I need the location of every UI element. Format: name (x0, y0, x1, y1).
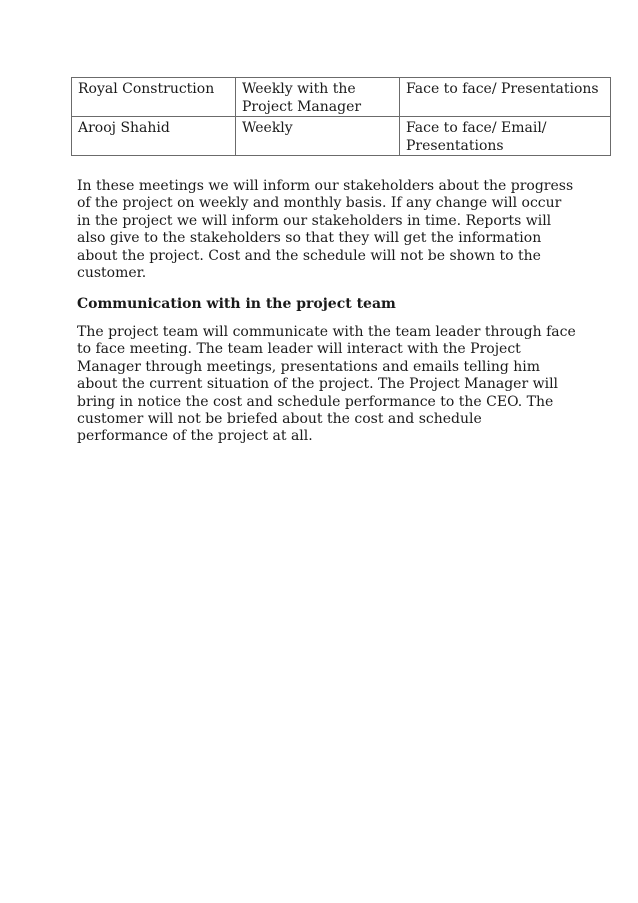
table-cell-stakeholder: Arooj Shahid (72, 117, 236, 156)
table-cell-method: Face to face/ Email/ Presentations (400, 117, 611, 156)
section-heading: Communication with in the project team (77, 296, 396, 312)
table-cell-method: Face to face/ Presentations (400, 78, 611, 117)
stakeholder-communication-table (71, 77, 611, 156)
paragraph-stakeholder-meetings: In these meetings we will inform our stakeholders about the progress of the project on weekly and monthly basis. If any change will occur in the project we will inform our stakeholders in time. Reports will also give to the stakeholders so that they will get the information about the project. Cost and the schedule will not be shown to the customer. (77, 178, 574, 282)
table-cell-frequency: Weekly with the Project Manager (236, 78, 400, 117)
table-cell-stakeholder: Royal Construction (72, 78, 236, 117)
paragraph-team-communication: The project team will communicate with the team leader through face to face meeting. The team leader will interact with the Project Manager through meetings, presentations and emails telling him about the current situation of the project. The Project Manager will bring in notice the cost and schedule performance to the CEO. The customer will not be briefed about the cost and schedule performance of the project at all. (77, 324, 576, 445)
table-row (72, 78, 611, 117)
table-cell-frequency: Weekly (236, 117, 400, 156)
table-row (72, 117, 611, 156)
